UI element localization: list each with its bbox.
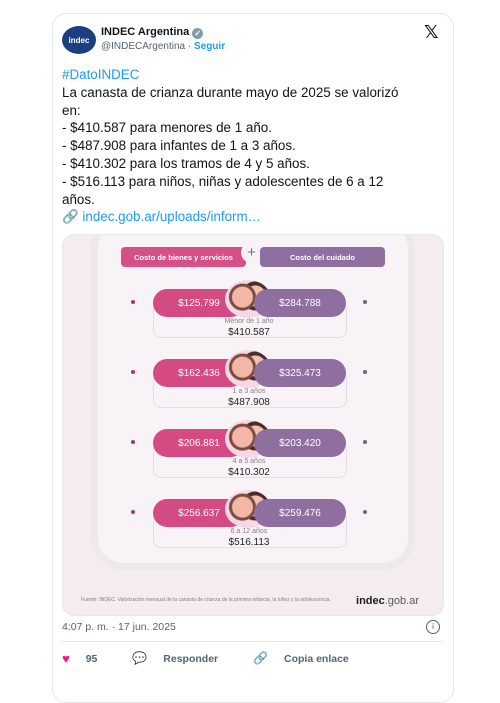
account-name-text[interactable]: INDEC Argentina [101,26,190,38]
hashtag[interactable]: #DatoINDEC [62,67,140,82]
account-name[interactable] [101,26,203,39]
bullet-dot [131,300,135,304]
avatar[interactable] [62,26,96,54]
post-actions [62,651,381,666]
row-under-1-year [141,284,356,342]
link-text[interactable]: indec.gob.ar/uploads/inform… [82,209,262,225]
goods-services-header: Costo de bienes y servicios [121,247,246,267]
total-value: $516.113 [228,537,270,548]
total-value: $410.302 [228,467,270,478]
care-value: $203.420 [254,429,346,457]
care-value: $259.476 [254,499,346,527]
link[interactable] [62,208,442,226]
post-line: - $410.302 para los tramos de 4 y 5 años. [62,155,310,171]
row-4-5-years [141,424,356,482]
goods-value: $206.881 [153,429,245,457]
age-label: 4 a 5 años [232,458,266,465]
bullet-dot [131,510,135,514]
follow-button[interactable]: Seguir [193,41,226,52]
link-icon: 🔗 [253,651,268,665]
account-handle[interactable]: @INDECArgentina [101,41,186,52]
post-line: en: [62,102,81,118]
post-timestamp[interactable]: 4:07 p. m. · 17 jun. 2025 [62,621,176,633]
goods-value: $162.436 [153,359,245,387]
post-line: - $410.587 para menores de 1 año. [62,120,272,136]
post-line: años. [62,191,95,207]
brand-logo [356,595,419,607]
post-line: La canasta de crianza durante mayo de 2025 se valorizó [62,84,399,100]
care-value: $284.788 [254,289,346,317]
verified-badge-icon: ✓ [192,28,203,39]
age-label: 6 a 12 años [230,528,268,535]
infographic[interactable] [62,234,444,616]
bullet-dot [131,370,135,374]
account-handle-line: @INDECArgentina · Seguir [101,41,226,52]
care-header: Costo del cuidado [260,247,385,267]
age-label: 1 a 3 años [232,388,266,395]
reply-icon: 💬 [132,651,148,665]
bullet-dot [131,440,135,444]
post-text [62,66,442,226]
row-1-3-years [141,354,356,412]
care-value: $325.473 [254,359,346,387]
total-value: $410.587 [228,327,270,338]
bullet-dot [363,300,367,304]
link-icon: 🔗 [62,209,79,225]
goods-value: $256.637 [153,499,245,527]
like-action[interactable] [62,653,113,665]
goods-value: $125.799 [153,289,245,317]
row-6-12-years [141,494,356,552]
total-value: $487.908 [228,397,270,408]
divider [62,641,442,642]
age-label: Menor de 1 año [224,318,274,325]
bullet-dot [363,510,367,514]
post-line: - $516.113 para niños, niñas y adolescentes de 6 a 12 [62,173,384,189]
plus-icon: + [241,242,262,263]
avatar-text: indec [68,35,90,45]
source-footnote: Fuente: INDEC. Valorización mensual de la canasta de crianza de la primera infancia, la niñez y la adolescencia. [81,597,331,603]
brand-main: indec [356,595,385,607]
bullet-dot [363,440,367,444]
reply-label: Responder [163,653,219,665]
heart-icon: ♥ [62,651,70,666]
post-line: - $487.908 para infantes de 1 a 3 años. [62,138,296,154]
copy-link-label: Copia enlace [284,653,349,665]
reply-action[interactable] [132,653,234,665]
copy-link-action[interactable] [253,653,365,665]
brand-suffix: .gob.ar [384,595,419,607]
info-icon[interactable]: i [426,620,440,634]
x-logo-icon[interactable]: 𝕏 [424,22,439,43]
bullet-dot [363,370,367,374]
like-count: 95 [85,653,98,665]
